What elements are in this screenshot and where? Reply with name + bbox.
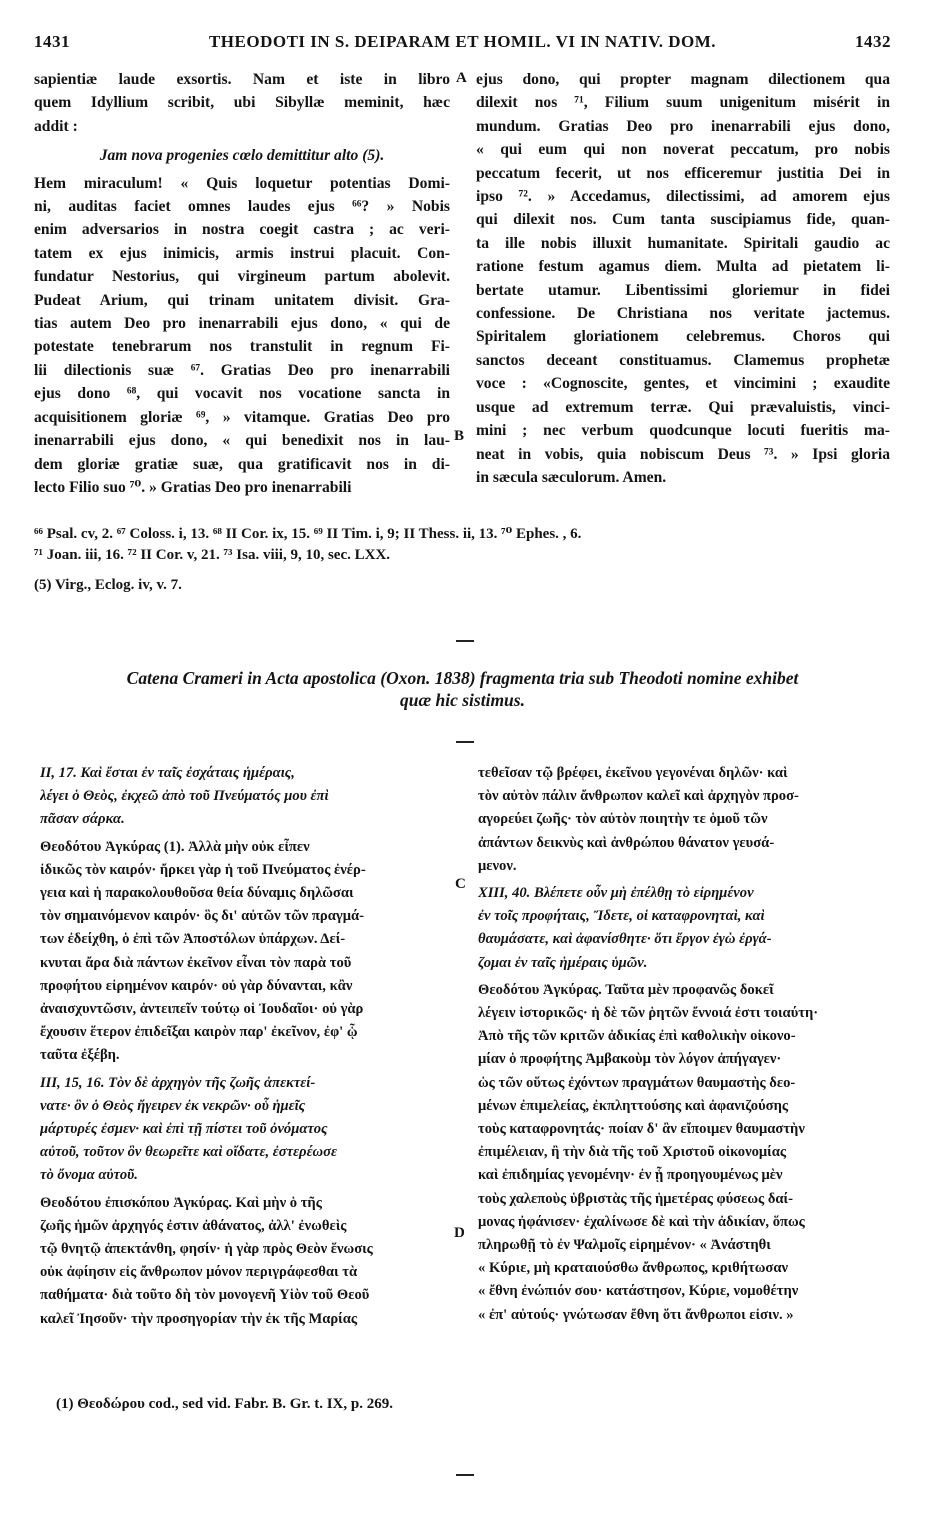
- greek-line: προφήτου εἰρημένον καιρόν· οὐ γὰρ δύνανται, κἂν: [40, 977, 353, 994]
- latin-column-right: [476, 68, 890, 489]
- section-title-line: quæ hic sistimus.: [400, 690, 525, 710]
- text-line: fundatur Nestorius, qui virgineum partum abolevit.: [34, 268, 450, 286]
- greek-column-right: [478, 762, 890, 1327]
- latin-column-left: [34, 68, 450, 499]
- text-line: lecto Filio suo ⁷⁰. » Gratias Deo pro inenarrabili: [34, 478, 352, 496]
- greek-line: μενον.: [478, 857, 517, 874]
- greek-line: « ἐπ' αὐτούς· γνώτωσαν ἔθνη ὅτι ἄνθρωποι εἰσιν. »: [478, 1306, 794, 1323]
- text-line: acquisitionem gloriæ ⁶⁹, » vitamque. Gratias Deo pro: [34, 408, 450, 426]
- text-line: ratione festum agamus diem. Multa ad pietatem li-: [476, 258, 890, 276]
- text-line: Pudeat Arium, qui trinam unitatem divisit. Gra-: [34, 291, 450, 309]
- greek-line: μένων ἐπιμελείας, ἐκπληττούσης καὶ ἀφανιζούσης: [478, 1097, 789, 1114]
- text-line: tatem ex ejus inimicis, armis instrui placuit. Con-: [34, 244, 450, 262]
- greek-line: ἐπιμέλειαν, ἢ τὴν διὰ τῆς τοῦ Χριστοῦ οἰκονομίας: [478, 1144, 787, 1161]
- greek-line: αὐτοῦ, τοῦτον ὃν θεωρεῖτε καὶ οἴδατε, ἐστερέωσε: [40, 1144, 337, 1161]
- running-title: THEODOTI IN S. DEIPARAM ET HOMIL. VI IN NATIV. DOM.: [208, 32, 717, 51]
- section-title-line: Catena Crameri in Acta apostolica (Oxon. 1838) fragmenta tria sub Theodoti nomine exhibet: [126, 668, 799, 688]
- greek-line: τεθεῖσαν τῷ βρέφει, ἐκεῖνου γεγονέναι δηλῶν· καὶ: [478, 765, 788, 781]
- text-line: ejus dono, qui propter magnam dilectionem qua: [476, 71, 890, 88]
- text-line: potestate tenebrarum nos transtulit in regnum Fi-: [34, 338, 450, 356]
- text-line: dem gloriæ gratiæ suæ, qua gratificavit nos in di-: [34, 455, 450, 473]
- text-line: enim adversarios in nostra coegit castra ; ac veri-: [34, 221, 450, 239]
- greek-line: ἰδικῶς τὸν καιρόν· ἤρκει γὰρ ἡ τοῦ Πνεύματος ἐνέρ-: [40, 861, 366, 878]
- text-line: sapientiæ laude exsortis. Nam et iste in libro: [34, 71, 450, 88]
- greek-line: τῷ θνητῷ ἀπεκτάνθη, φησίν· ἡ γὰρ πρὸς Θεὸν ἕνωσις: [40, 1241, 373, 1258]
- margin-marker-c: C: [455, 876, 466, 892]
- greek-line: νατε· ὃν ὁ Θεὸς ἤγειρεν ἐκ νεκρῶν· οὗ ἡμεῖς: [40, 1097, 306, 1114]
- greek-line: Ἀπὸ τῆς τῶν κριτῶν ἀδικίας ἐπὶ καθολικὴν οἰκονο-: [478, 1028, 796, 1045]
- greek-line: καλεῖ Ἰησοῦν· τὴν προσηγορίαν τὴν ἐκ τῆς Μαρίας: [40, 1310, 358, 1327]
- greek-line: πᾶσαν σάρκα.: [40, 811, 125, 828]
- greek-line: αγορεύει ζωῆς· τὸν αὐτὸν ποιητὴν τε ὁμοῦ τῶν: [478, 811, 768, 828]
- footnote-note5: (5) Virg., Eclog. iv, v. 7.: [34, 577, 182, 593]
- greek-line: μονας ἠφάνισεν· ἐχαλίνωσε δὲ καὶ τὴν ἀδικίαν, ὅπως: [478, 1213, 805, 1230]
- text-line: quem Idyllium scribit, ubi Sibyllæ meminit, hæc: [34, 94, 450, 112]
- greek-line: τὸ ὄνομα αὐτοῦ.: [40, 1167, 138, 1184]
- text-line: voce : «Cognoscite, gentes, et vincimini ; exaudite: [476, 375, 890, 393]
- greek-line: « Κύριε, μὴ κραταιούσθω ἄνθρωπος, κριθήτωσαν: [478, 1260, 788, 1277]
- greek-line: Θεοδότου ἐπισκόπου Ἀγκύρας. Καὶ μὴν ὁ τῆς: [40, 1194, 322, 1211]
- greek-line: ζωῆς ἡμῶν ἀρχηγός ἐστιν ἀθάνατος, ἀλλ' ἐνωθεὶς: [40, 1217, 347, 1234]
- greek-line: τοὺς χαλεποὺς ὑβριστὰς τῆς ἡμετέρας φύσεως δαί-: [478, 1190, 793, 1207]
- greek-line: Θεοδότου Ἀγκύρας (1). Ἀλλὰ μὴν οὐκ εἶπεν: [40, 838, 310, 855]
- greek-line: κνυται ἄρα διὰ πάντων ἐκεῖνον εἶναι τὸν παρὰ τοῦ: [40, 954, 352, 971]
- greek-line: των ἐδείχθη, ὁ ἐπὶ τῶν Ἀποστόλων ὑπάρχων. Δεί-: [40, 931, 346, 948]
- greek-line: τὸν σημαινόμενον καιρόν· ὃς δι' αὐτῶν τῶν πραγμά-: [40, 908, 364, 925]
- greek-line: ὡς τῶν οὕτως ἐχόντων πραγμάτων θαυμαστὴς δεο-: [478, 1074, 796, 1091]
- greek-line: « ἔθνη ἐνώπιόν σου· κατάστησον, Κύριε, νομοθέτην: [478, 1283, 799, 1300]
- text-line: lii dilectionis suæ ⁶⁷. Gratias Deo pro inenarrabili: [34, 361, 450, 379]
- text-line: « qui eum qui non noverat peccatum, pro nobis: [476, 141, 890, 159]
- greek-line: μίαν ὁ προφήτης Ἀμβακοὺμ τὸν λόγον ἀπήγαγεν·: [478, 1051, 782, 1068]
- text-line: usque ad extremum terræ. Qui prævaluistis, vinci-: [476, 398, 890, 416]
- greek-line: λέγει ὁ Θεὸς, ἐκχεῶ ἀπὸ τοῦ Πνεύματός μου ἐπὶ: [40, 788, 329, 805]
- text-line: neat in vobis, quia nobiscum Deus ⁷³. » Ipsi gloria: [476, 445, 890, 463]
- greek-line: II, 17. Καὶ ἔσται ἐν ταῖς ἐσχάταις ἡμέραις,: [40, 765, 295, 781]
- greek-line: ἐν τοῖς προφήταις, Ἴδετε, οἱ καταφρονηταὶ, καὶ: [478, 908, 765, 925]
- page-number-left: 1431: [34, 32, 70, 51]
- greek-line: παθήματα· διὰ τοῦτο δὴ τὸν μονογενῆ Υἱὸν τοῦ Θεοῦ: [40, 1287, 370, 1304]
- greek-footnote: [56, 1394, 891, 1415]
- text-line: Jam nova progenies cœlo demittitur alto (5).: [99, 147, 385, 165]
- text-line: ipso ⁷². » Accedamus, dilectissimi, ad amorem ejus: [476, 188, 890, 206]
- margin-marker-a: A: [456, 70, 467, 86]
- separator-dash: [456, 640, 474, 642]
- section-title: [34, 667, 891, 711]
- greek-line: ἔχουσιν ἕτερον ἐπιδεῖξαι καιρὸν παρ' ἐκεῖνον, ἐφ' ᾧ: [40, 1024, 358, 1041]
- separator-dash: [456, 1474, 474, 1476]
- text-line: ta ille nobis illuxit humanitate. Spiritali gaudio ac: [476, 234, 890, 252]
- text-line: inenarrabili ejus dono, « qui benedixit nos in lau-: [34, 432, 450, 450]
- greek-line: καὶ ἐπιδημίας γενομένην· ἐν ᾗ προηγουμένως μὲν: [478, 1167, 783, 1184]
- greek-line: λέγειν ἱστορικῶς· ἡ δὲ τῶν ῥητῶν ἔννοιά ἐστι τοιαύτη·: [478, 1005, 819, 1022]
- greek-line: Θεοδότου Ἀγκύρας. Ταῦτα μὲν προφανῶς δοκεῖ: [478, 981, 774, 998]
- page-number-right: 1432: [855, 32, 891, 51]
- text-line: Spiritalem gloriationem celebremus. Choros qui: [476, 328, 890, 346]
- text-line: Hem miraculum! « Quis loquetur potentias Domi-: [34, 174, 450, 192]
- text-line: qui dilexit nos. Cum tanta suscipiamus fide, quan-: [476, 211, 890, 229]
- separator-dash: [456, 741, 474, 743]
- greek-column-left: [40, 762, 450, 1331]
- footnote-line: ⁷¹ Joan. iii, 16. ⁷² II Cor. v, 21. ⁷³ Isa. viii, 9, 10, sec. LXX.: [34, 547, 391, 563]
- text-line: dilexit nos ⁷¹, Filium suum unigenitum misérit in: [476, 94, 890, 112]
- greek-line: ζομαι ἐν ταῖς ἡμέραις ὑμῶν.: [478, 954, 648, 971]
- greek-line: XIII, 40. Βλέπετε οὖν μὴ ἐπέλθῃ τὸ εἰρημένον: [478, 885, 754, 902]
- page-header: [34, 32, 891, 56]
- greek-line: γεια καὶ ἡ παρακολουθοῦσα θεία δύναμις δηλῶσαι: [40, 885, 354, 902]
- text-line: sanctos deceant constituamus. Clamemus prophetæ: [476, 351, 890, 369]
- greek-line: ἀπάντων δεικνὺς καὶ ἀνθρώπου θάνατον γευσά-: [478, 834, 775, 851]
- text-line: ni, auditas faciet omnes laudes ejus ⁶⁶? » Nobis: [34, 198, 450, 216]
- margin-marker-b: B: [454, 428, 465, 444]
- text-line: ejus dono ⁶⁸, qui vocavit nos vocatione sancta in: [34, 385, 450, 403]
- margin-marker-d: D: [454, 1225, 465, 1241]
- text-line: bertate utamur. Libentissimi gloriemur in fidei: [476, 281, 890, 299]
- greek-line: ἀναισχυντῶσιν, ἀντειπεῖν τούτῳ οἱ Ἰουδαῖοι· οὐ γὰρ: [40, 1001, 364, 1018]
- text-line: in sæcula sæculorum. Amen.: [476, 468, 667, 486]
- greek-line: III, 15, 16. Τὸν δὲ ἀρχηγὸν τῆς ζωῆς ἀπεκτεί-: [40, 1074, 316, 1091]
- text-line: mini ; nec verbum quodcunque locuti fueritis ma-: [476, 422, 890, 440]
- footnotes: [34, 524, 891, 596]
- footnote-line: ⁶⁶ Psal. cv, 2. ⁶⁷ Coloss. i, 13. ⁶⁸ II Cor. ix, 15. ⁶⁹ II Tim. i, 9; II Thess. ii, 13. ⁷⁰ Ephes. , 6.: [34, 526, 582, 542]
- greek-line: τὸν αὐτὸν πάλιν ἄνθρωπον καλεῖ καὶ ἀρχηγὸν προσ-: [478, 788, 799, 805]
- greek-line: ταῦτα ἐξέβη.: [40, 1047, 120, 1064]
- greek-line: τοὺς καταφρονητάς· ποίαν δ' ἂν εἴποιμεν θαυμαστὴν: [478, 1121, 805, 1138]
- text-line: addit :: [34, 117, 78, 135]
- text-line: mundum. Gratias Deo pro inenarrabili ejus dono,: [476, 117, 890, 135]
- text-line: peccatum fecerit, ut nos efficeremur justitia Dei in: [476, 164, 890, 182]
- greek-line: οὐκ ἀφίησιν εἰς ἄνθρωπον μόνον περιγράφεσθαι τὰ: [40, 1264, 358, 1281]
- text-line: tias autem Deo pro inenarrabili ejus dono, « qui de: [34, 315, 450, 333]
- text-line: confessione. De Christiana nos veritate jactemus.: [476, 305, 890, 323]
- greek-line: μάρτυρές ἐσμεν· καὶ ἐπὶ τῇ πίστει τοῦ ὀνόματος: [40, 1121, 328, 1138]
- greek-line: θαυμάσατε, καὶ ἀφανίσθητε· ὅτι ἔργον ἐγὼ ἐργά-: [478, 931, 772, 948]
- greek-footnote-line: (1) Θεοδώρου cod., sed vid. Fabr. B. Gr. t. IX, p. 269.: [56, 1396, 393, 1412]
- greek-line: πληρωθῇ τὸ ἐν Ψαλμοῖς εἰρημένον· « Ἀνάστηθι: [478, 1237, 771, 1254]
